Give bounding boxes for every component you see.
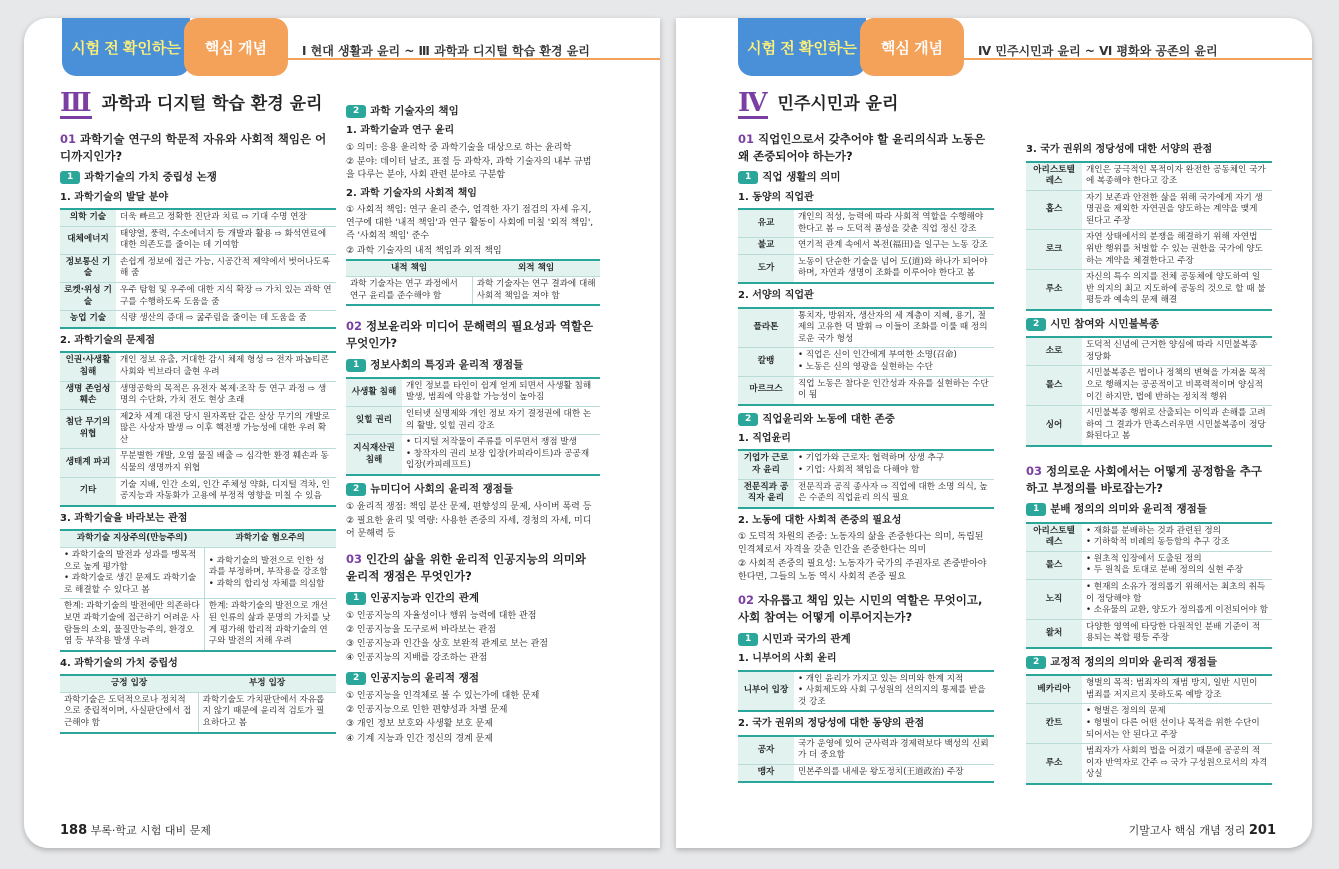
section-heading: 2. 서양의 직업관 (738, 290, 814, 302)
subsection-heading: 1 분배 정의의 의미와 윤리적 쟁점들 (1026, 502, 1272, 517)
tech-fields-table (60, 208, 336, 329)
eastern-authority-table (738, 735, 994, 783)
list-item: ③ 인공지능과 인간을 상호 보완적 관계로 보는 관점 (346, 639, 548, 650)
subsection-heading: 1 인공지능과 인간의 관계 (346, 591, 600, 606)
question-02: 02 자유롭고 책임 있는 시민의 역할은 무엇이고, 사회 참여는 어떻게 이루어지는가? (738, 593, 983, 625)
table-row (346, 378, 600, 407)
row-value: • 현재의 소유가 정의롭기 위해서는 최초의 취득이 정당해야 함 • 소유물의 교환, 양도가 정의롭게 이전되어야 함 (1082, 579, 1272, 619)
table-row (738, 209, 994, 238)
row-value: • 개인 윤리가 가지고 있는 의미와 한계 지적 • 사회제도와 사회 구성원의 선의지의 통제를 받을 것 강조 (794, 671, 994, 712)
row-value: • 형벌은 정의의 문제 • 형벌이 다른 어떤 선이나 목적을 위한 수단이 되어서는 안 된다고 주장 (1082, 704, 1272, 744)
distributive-justice-table (1026, 522, 1272, 649)
table-row (60, 409, 336, 449)
table-row (60, 283, 336, 311)
section-heading: 1. 과학기술과 연구 윤리 (346, 125, 455, 137)
info-society-table (346, 377, 600, 476)
right-col-2 (1026, 138, 1272, 789)
row-label: 농업 기술 (60, 311, 116, 328)
left-col-1 (60, 90, 336, 738)
row-value: 인터넷 실명제와 개인 정보 자기 결정권에 대한 논의 활발, 잊힐 권리 강조 (402, 407, 600, 435)
subsection-heading: 1 시민과 국가의 관계 (738, 632, 994, 647)
section-heading: 1. 동양의 직업관 (738, 191, 814, 203)
question-02: 02 정보윤리와 미디어 문해력의 필요성과 역할은 무엇인가? (346, 319, 594, 350)
eastern-work-table (738, 208, 994, 284)
tech-problems-table (60, 351, 336, 507)
table-row (1026, 551, 1272, 579)
row-value: 우주 탐험 및 우주에 대한 지식 확장 ⇨ 가치 있는 과학 연구를 수행하도록 도움을 줌 (116, 283, 336, 311)
section-heading: 2. 노동에 대한 사회적 존중의 필요성 (738, 514, 902, 526)
table-row (346, 407, 600, 435)
list-item: ① 도덕적 차원의 존중: 노동자의 삶을 존중한다는 의미, 독립된 인격체로서 자격을 갖춘 인간을 존중한다는 의미 (738, 532, 984, 556)
section-heading: 2. 국가 권위의 정당성에 대한 동양의 관점 (738, 718, 925, 730)
table-row (738, 308, 994, 348)
question-03: 03 인간의 삶을 위한 윤리적 인공지능의 의미와 윤리적 쟁점은 무엇인가? (346, 552, 587, 584)
table-row (1026, 744, 1272, 784)
row-label: 첨단 무기의 위협 (60, 409, 116, 449)
tab-core-concept: 핵심 개념 (860, 18, 964, 76)
row-value: • 디지털 저작물이 주류를 이루면서 쟁점 발생 • 창작자의 권리 보장 입장(카피라이트)과 공공재 입장(카피레프트) (402, 435, 600, 475)
western-work-table (738, 307, 994, 406)
section-heading: 1. 니부어의 사회 윤리 (738, 653, 837, 665)
row-label: 지식재산권 침해 (346, 435, 402, 475)
table-row (738, 348, 994, 376)
row-label: 베카리아 (1026, 675, 1082, 704)
row-label: 대체에너지 (60, 226, 116, 254)
row-value: 국가 운영에 있어 군사력과 경제력보다 백성의 신뢰가 더 중요함 (794, 736, 994, 765)
list-item: ② 인공지능을 도구로써 바라보는 관점 (346, 625, 496, 636)
row-value: 연기적 관계 속에서 복전(福田)을 일구는 노동 강조 (794, 238, 994, 255)
table-row (738, 765, 994, 782)
list-item: ② 분야: 데이터 날조, 표절 등 과학자, 과학 기술자의 내부 규범을 다루는 분야, 사회 관련 분야로 구분함 (346, 156, 592, 180)
row-label: 칼뱅 (738, 348, 794, 376)
list-item: ③ 개인 정보 보호와 사생활 보호 문제 (346, 719, 493, 730)
row-value: 손쉽게 정보에 접근 가능, 시공간적 제약에서 벗어나도록 해 줌 (116, 254, 336, 282)
header-unit-range: Ⅰ 현대 생활과 윤리 ~ Ⅲ 과학과 디지털 학습 환경 윤리 (302, 44, 590, 58)
list-item: ① 윤리적 쟁점: 책임 분산 문제, 편향성의 문제, 사이버 폭력 등 (346, 502, 592, 513)
table-row (1026, 619, 1272, 648)
tab-exam-check: 시험 전 확인하는 (62, 18, 190, 76)
row-value: 시민불복종 행위로 산출되는 이익과 손해를 고려하여 그 결과가 만족스러우면 시민불복종이 정당화된다고 봄 (1082, 406, 1272, 446)
table-row (60, 254, 336, 282)
table-row (1026, 337, 1272, 366)
subsection-heading: 1 과학기술의 가치 중립성 논쟁 (60, 170, 336, 185)
row-label: 아리스토텔레스 (1026, 523, 1082, 552)
row-label: 소로 (1026, 337, 1082, 366)
row-label: 니부어 입장 (738, 671, 794, 712)
table-row (60, 449, 336, 477)
row-label: 기업가 근로자 윤리 (738, 450, 794, 479)
tab-exam-check: 시험 전 확인하는 (738, 18, 866, 76)
table-row (738, 450, 994, 479)
row-label: 노직 (1026, 579, 1082, 619)
row-label: 사생활 침해 (346, 378, 402, 407)
question-01: 01 과학기술 연구의 학문적 자유와 사회적 책임은 어디까지인가? (60, 132, 327, 163)
row-label: 플라톤 (738, 308, 794, 348)
row-value: 더욱 빠르고 정확한 진단과 치료 ⇨ 기대 수명 연장 (116, 209, 336, 226)
question-01: 01 직업인으로서 갖추어야 할 윤리의식과 노동은 왜 존중되어야 하는가? (738, 132, 986, 163)
list-item: ② 사회적 존중의 필요성: 노동자가 국가의 주권자로 존중받아야 한다면, 그들의 노동 역시 사회적 존중 필요 (738, 559, 987, 583)
row-label: 공자 (738, 736, 794, 765)
table-row (738, 671, 994, 712)
row-label: 불교 (738, 238, 794, 255)
chapter-title: 민주시민과 윤리 (777, 94, 899, 115)
question-03: 03 정의로운 사회에서는 어떻게 공정함을 추구하고 부정의를 바로잡는가? (1026, 464, 1263, 495)
subsection-heading: 1 직업 생활의 의미 (738, 170, 994, 185)
table-row (60, 226, 336, 254)
row-label: 로켓·위성 기술 (60, 283, 116, 311)
left-page (24, 18, 660, 848)
row-label: 인권·사생활 침해 (60, 352, 116, 381)
list-item: ① 인공지능을 인격체로 볼 수 있는가에 대한 문제 (346, 691, 540, 702)
row-label: 루소 (1026, 270, 1082, 310)
section-heading: 4. 과학기술의 가치 중립성 (60, 657, 178, 669)
row-value: 시민불복종은 법이나 정책의 변혁을 가져올 목적으로 행해지는 공공적이고 비폭력적이며 양심적이긴 하지만, 법에 반하는 정치적 행위 (1082, 366, 1272, 406)
row-value: 자기 보존과 안전한 삶을 위해 국가에게 자기 생명권을 제외한 자연권을 양도하는 계약을 맺게 된다고 주장 (1082, 190, 1272, 230)
row-label: 생태계 파괴 (60, 449, 116, 477)
table-row (60, 209, 336, 226)
left-col-2 (346, 98, 600, 747)
row-value: • 재화를 분배하는 것과 관련된 정의 • 기하학적 비례의 동등함의 추구 강조 (1082, 523, 1272, 552)
list-item: ② 과학 기술자의 내적 책임과 외적 책임 (346, 245, 502, 256)
row-value: 도덕적 신념에 근거한 양심에 따라 시민불복종 정당화 (1082, 337, 1272, 366)
neutrality-table: 긍정 입장 부정 입장 과학기술은 도덕적으로나 정치적으로 중립적이며, 사실판단에서 접근해야 함 과학기술도 가치판단에서 자유롭지 않기 때문에 윤리적 검토가 필요하다고 봄 (60, 674, 336, 733)
row-value: 통치자, 방위자, 생산자의 세 계층이 지혜, 용기, 절제의 고유한 덕 발휘 ⇨ 이들이 조화를 이룰 때 정의로운 국가 형성 (794, 308, 994, 348)
row-value: • 기업가와 근로자: 협력하며 상생 추구 • 기업: 사회적 책임을 다해야 함 (794, 450, 994, 479)
table-row (738, 479, 994, 508)
table-row (1026, 162, 1272, 191)
header-unit-range: Ⅳ 민주시민과 윤리 ~ Ⅵ 평화와 공존의 윤리 (978, 44, 1218, 58)
row-value: • 직업은 신이 인간에게 부여한 소명(召命) • 노동은 신의 영광을 실현하는 수단 (794, 348, 994, 376)
row-value: 개인은 궁극적인 목적이자 완전한 공동체인 국가에 복종해야 한다고 강조 (1082, 162, 1272, 191)
row-label: 싱어 (1026, 406, 1082, 446)
table-row (60, 381, 336, 409)
row-value: 민본주의를 내세운 왕도정치(王道政治) 주장 (794, 765, 994, 782)
row-value: 개인 정보 유출, 거대한 감시 체제 형성 ⇨ 전자 파놉티콘 사회와 빅브라더 출현 우려 (116, 352, 336, 381)
table-row (1026, 190, 1272, 230)
row-value: 자연 상태에서의 분쟁을 해결하기 위해 자연법 위반 행위를 처벌할 수 있는 권한을 국가에 양도하는 계약을 체결한다고 주장 (1082, 230, 1272, 270)
row-value: 개인 정보를 타인이 쉽게 얻게 되면서 사생활 침해 발생, 범죄에 악용할 가능성이 높아짐 (402, 378, 600, 407)
page-footer: 기말고사 핵심 개념 정리 201 (1128, 823, 1276, 838)
right-page (676, 18, 1312, 848)
subsection-heading: 2 인공지능의 윤리적 쟁점 (346, 671, 600, 686)
subsection-heading: 2 직업윤리와 노동에 대한 존중 (738, 412, 994, 427)
row-label: 생명 존엄성 훼손 (60, 381, 116, 409)
table-row (1026, 270, 1272, 310)
table-row (1026, 366, 1272, 406)
table-row (1026, 523, 1272, 552)
responsibility-table: 내적 책임 외적 책임 과학 기술자는 연구 과정에서 연구 윤리를 준수해야 함 과학 기술자는 연구 결과에 대해 사회적 책임을 져야 함 (346, 259, 600, 307)
chapter-title: 과학과 디지털 학습 환경 윤리 (101, 94, 323, 115)
corrective-justice-table (1026, 674, 1272, 785)
subsection-heading: 2 과학 기술자의 책임 (346, 104, 600, 119)
section-heading: 1. 과학기술의 발달 분야 (60, 191, 169, 203)
section-heading: 3. 과학기술을 바라보는 관점 (60, 512, 188, 524)
row-value: 기술 지배, 인간 소외, 인간 주체성 약화, 디지털 격차, 인공지능과 자동화가 고용에 부정적 영향을 미칠 수 있음 (116, 477, 336, 506)
row-label: 맹자 (738, 765, 794, 782)
row-value: 다양한 영역에 타당한 다원적인 분배 기준이 적용되는 복합 평등 주장 (1082, 619, 1272, 648)
table-row (60, 311, 336, 328)
row-value: • 원초적 입장에서 도출된 정의 • 두 원칙을 토대로 분배 정의의 실현 주장 (1082, 551, 1272, 579)
niebuhr-table (738, 670, 994, 713)
row-label: 롤스 (1026, 366, 1082, 406)
row-value: 개인의 적성, 능력에 따라 사회적 역할을 수행해야 한다고 봄 ⇨ 도덕적 품성을 갖춘 직업 정신 강조 (794, 209, 994, 238)
list-item: ④ 기계 지능과 인간 정신의 경계 문제 (346, 733, 493, 744)
row-label: 유교 (738, 209, 794, 238)
page-number: 201 (1248, 823, 1276, 838)
chapter-heading (738, 90, 994, 119)
row-label: 정보통신 기술 (60, 254, 116, 282)
row-value: 범죄자가 사회의 법을 어겼기 때문에 공공의 적이자 반역자로 간주 ⇨ 국가 구성원으로서의 자격 상실 (1082, 744, 1272, 784)
table-row (738, 254, 994, 283)
table-row (1026, 704, 1272, 744)
row-label: 왈처 (1026, 619, 1082, 648)
list-item: ② 필요한 윤리 및 역량: 사용한 존중의 자세, 경청의 자세, 미디어 문해력 등 (346, 516, 592, 540)
row-value: 생명공학의 목적은 유전자 복제·조작 등 연구 과정 ⇨ 생명의 수단화, 가치 전도 현상 초래 (116, 381, 336, 409)
table-row (1026, 579, 1272, 619)
chapter-number: Ⅲ (60, 88, 92, 118)
perspectives-table: 과학기술 지상주의(만능주의) 과학기술 혐오주의 • 과학기술의 발전과 성과를 맹목적으로 높게 평가함 • 과학기술로 생긴 문제도 과학기술로 해결할 수 있다고 봄 • 과학기술의 발전으로 인한 성과를 부정하며, 부작용을 강조함 • 과학의 합리성 자체를 의심함 한계: 과학기술의 발전에만 의존하다 보면 과학기술에 접근하기 어려운 사람들의 소외, 물질만능주의, 환경오염 등 부작용 발생 우려 한계: 과학기술의 발전으로 개선된 인류의 삶과 문명의 가치를 낮게 평가해 합리적 과학기술의 연구와 발전의 저해 우려 (60, 529, 336, 651)
row-label: 의학 기술 (60, 209, 116, 226)
row-label: 로크 (1026, 230, 1082, 270)
list-item: ① 사회적 책임: 연구 윤리 준수, 엄격한 자기 점검의 자세 유지, 연구에 대한 '내적 책임'과 연구 활동이 사회에 미칠 '외적 책임', 즉 '사회적 책임' 준수 (346, 205, 594, 242)
row-value: 태양열, 풍력, 수소에너지 등 개발과 활용 ⇨ 화석연료에 대한 의존도를 줄이는 데 기여함 (116, 226, 336, 254)
row-label: 전문직과 공직자 윤리 (738, 479, 794, 508)
page-footer: 188 부록·학교 시험 대비 문제 (60, 823, 211, 838)
section-heading: 1. 직업윤리 (738, 432, 791, 444)
chapter-heading (60, 90, 336, 119)
row-value: 식량 생산의 증대 ⇨ 굶주림을 줄이는 데 도움을 줌 (116, 311, 336, 328)
section-heading: 3. 국가 권위의 정당성에 대한 서양의 관점 (1026, 144, 1213, 155)
row-label: 도가 (738, 254, 794, 283)
list-item: ② 인공지능으로 인한 편향성과 차별 문제 (346, 705, 508, 716)
subsection-heading: 2 교정적 정의의 의미와 윤리적 쟁점들 (1026, 655, 1272, 670)
table-row (738, 736, 994, 765)
list-item: ④ 인공지능의 지배를 강조하는 관점 (346, 653, 488, 664)
row-label: 칸트 (1026, 704, 1082, 744)
left-header (62, 18, 660, 76)
subsection-heading: 2 시민 참여와 시민불복종 (1026, 317, 1272, 332)
table-row (1026, 406, 1272, 446)
table-row (1026, 230, 1272, 270)
row-label: 롤스 (1026, 551, 1082, 579)
row-value: 자신의 특수 의지를 전체 공동체에 양도하여 일반 의지의 최고 지도하에 공동의 것으로 할 때 불평등과 예속의 문제 해결 (1082, 270, 1272, 310)
tab-core-concept: 핵심 개념 (184, 18, 288, 76)
list-item: ① 의미: 응용 윤리학 중 과학기술을 대상으로 하는 윤리학 (346, 142, 572, 153)
table-row (1026, 675, 1272, 704)
right-col-1 (738, 90, 994, 787)
civil-disobedience-table (1026, 336, 1272, 447)
row-label: 잊힐 권리 (346, 407, 402, 435)
list-item: ① 인공지능의 자율성이나 행위 능력에 대한 관점 (346, 610, 537, 621)
row-label: 루소 (1026, 744, 1082, 784)
row-label: 기타 (60, 477, 116, 506)
subsection-heading: 1 정보사회의 특징과 윤리적 쟁점들 (346, 358, 600, 373)
section-heading: 2. 과학기술의 문제점 (60, 334, 155, 346)
row-value: 형벌의 목적: 범죄자의 재범 방지, 일반 시민이 범죄를 저지르지 못하도록 예방 강조 (1082, 675, 1272, 704)
row-label: 홉스 (1026, 190, 1082, 230)
subsection-heading: 2 뉴미디어 사회의 윤리적 쟁점들 (346, 482, 600, 497)
row-value: 제2차 세계 대전 당시 원자폭탄 같은 살상 무기의 개발로 많은 사상자 발생 ⇨ 이후 핵전쟁 가능성에 대한 우려 확산 (116, 409, 336, 449)
section-heading: 2. 과학 기술자의 사회적 책임 (346, 187, 477, 199)
table-row (738, 238, 994, 255)
right-header (738, 18, 1312, 76)
table-row (60, 352, 336, 381)
row-value: 전문직과 공직 종사자 ⇨ 직업에 대한 소명 의식, 높은 수준의 직업윤리 의식 필요 (794, 479, 994, 508)
row-label: 마르크스 (738, 376, 794, 405)
western-authority-table (1026, 161, 1272, 312)
page-number: 188 (60, 823, 88, 838)
row-value: 노동이 단순한 기술을 넘어 도(道)와 하나가 되어야 하며, 자연과 생명이 조화를 이루어야 한다고 봄 (794, 254, 994, 283)
row-value: 직업 노동은 참다운 인간성과 자유를 실현하는 수단이 됨 (794, 376, 994, 405)
row-value: 무분별한 개발, 오염 물질 배출 ⇨ 심각한 환경 훼손과 동식물의 생명까지 위협 (116, 449, 336, 477)
chapter-number: Ⅳ (738, 88, 768, 118)
table-row (738, 376, 994, 405)
work-ethics-table (738, 449, 994, 508)
table-row (60, 477, 336, 506)
table-row (346, 435, 600, 475)
row-label: 아리스토텔레스 (1026, 162, 1082, 191)
